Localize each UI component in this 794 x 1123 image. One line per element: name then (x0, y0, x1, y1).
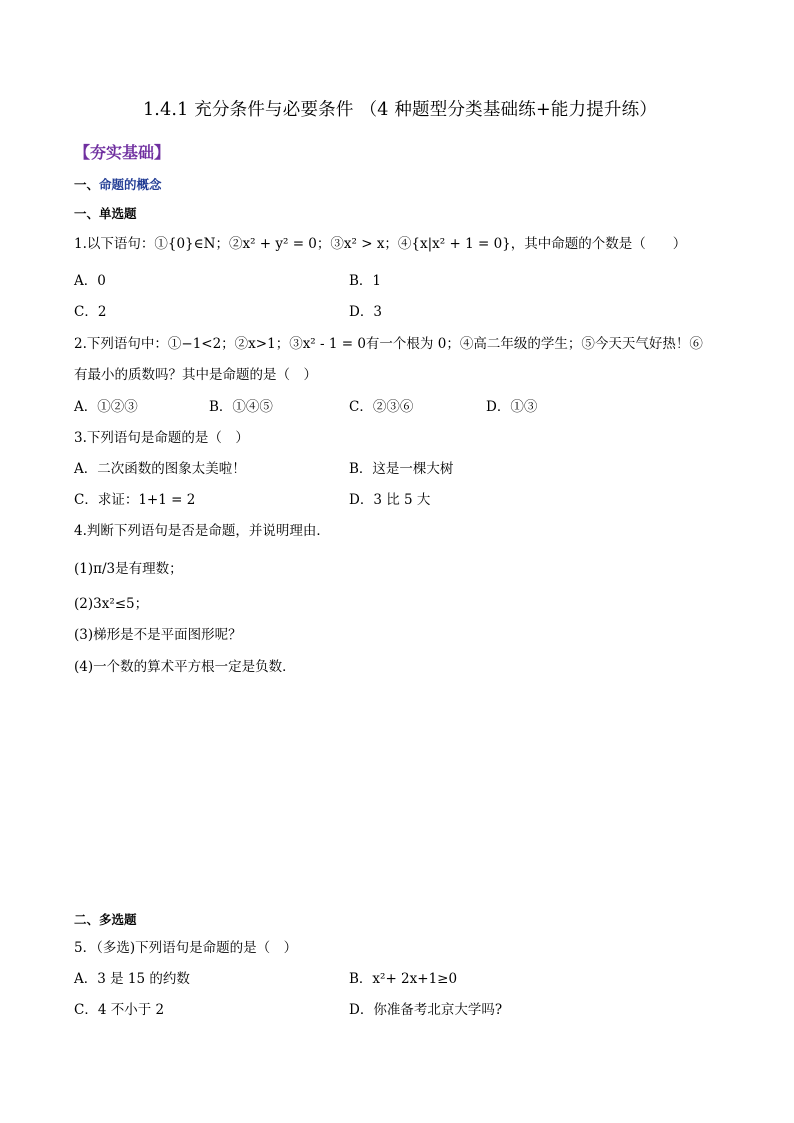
q3-option-c: C．求证：1+1 = 2 (74, 492, 196, 508)
title-sub: （4 种题型分类基础练+能力提升练） (359, 100, 658, 120)
question-5: 5．（多选)下列语句是命题的是（ ） (74, 940, 298, 956)
q4-item-3: (3)梯形是不是平面图形呢？ (74, 627, 242, 643)
question-3: 3.下列语句是命题的是（ ） (74, 430, 249, 446)
subsection-heading: 一、单选题 (74, 206, 137, 221)
title-main: 1.4.1 充分条件与必要条件 (142, 100, 354, 120)
q4-item-1: (1)π/3是有理数； (74, 561, 183, 577)
q4-item-2: (2)3x²≤5； (74, 596, 149, 612)
q4-item-4: (4)一个数的算术平方根一定是负数． (74, 659, 296, 675)
question-4: 4.判断下列语句是否是命题，并说明理由． (74, 523, 330, 539)
question-2-line-2: 有最小的质数吗？其中是命题的是（ ） (74, 367, 317, 383)
q1-option-b: B．1 (349, 273, 382, 289)
page-title (0, 96, 794, 121)
q2-option-b: B．①④⑤ (209, 399, 273, 415)
q5-option-d: D．你准备考北京大学吗? (349, 1002, 503, 1018)
section-label: 命题的概念 (99, 177, 162, 192)
q5-option-b: B．x²+ 2x+1≥0 (349, 971, 458, 987)
question-2-line-1: 2.下列语句中：①−1<2；②x>1；③x² - 1 = 0有一个根为 0；④高二年级的学生；⑤今天天气好热！⑥ (74, 336, 703, 352)
q2-option-d: D．①③ (486, 399, 538, 415)
section-heading-1 (74, 175, 162, 193)
q2-option-c: C．②③⑥ (349, 399, 414, 415)
q1-option-a: A．0 (74, 273, 106, 289)
q3-option-a: A．二次函数的图象太美啦！ (74, 461, 246, 477)
q1-option-d: D．3 (349, 304, 382, 320)
q3-option-d: D．3 比 5 大 (349, 492, 431, 508)
q1-option-c: C．2 (74, 304, 107, 320)
q5-option-c: C．4 不小于 2 (74, 1002, 165, 1018)
section-heading-2: 二、多选题 (74, 912, 137, 927)
q3-option-b: B．这是一棵大树 (349, 461, 454, 477)
q2-option-a: A．①②③ (74, 399, 138, 415)
section-badge: 【夯实基础】 (74, 143, 171, 162)
question-1 (74, 232, 686, 252)
question-1-text: 1.以下语句：①{0}∈N；②x² + y² = 0；③x² > x；④{x|x² + 1 = 0}，其中命题的个数是（ ） (74, 236, 687, 252)
section-prefix: 一、 (74, 177, 100, 192)
q5-option-a: A．3 是 15 的约数 (74, 971, 190, 987)
